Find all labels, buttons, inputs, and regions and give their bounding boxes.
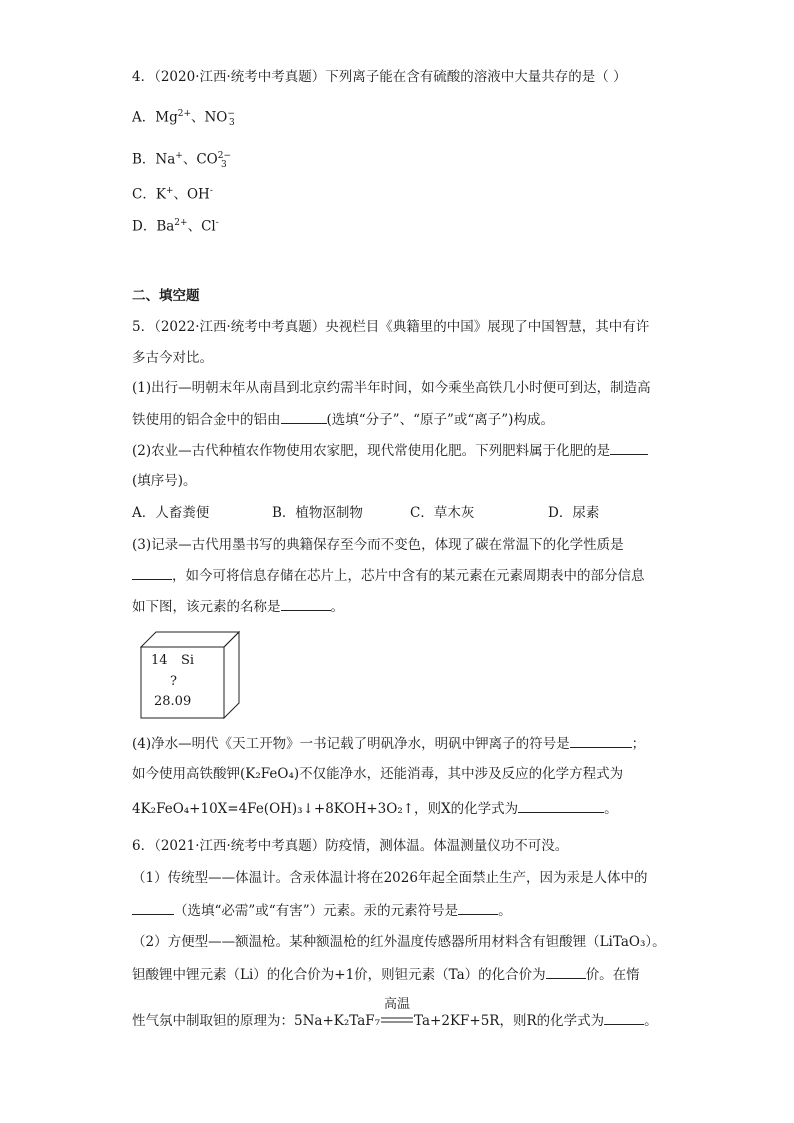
- q6-part1-line2: [132, 900, 512, 921]
- answer-blank[interactable]: [132, 900, 174, 915]
- q5-part1-line1: (1)出行—明朝末年从南昌到北京约需半年时间，如今乘坐高铁几小时便可到达，制造高: [132, 380, 651, 396]
- q4-b-sup: +: [175, 151, 183, 161]
- q4-c-sup2: -: [209, 186, 213, 196]
- q4-d-sup2: -: [215, 218, 219, 228]
- q4-c-text: C．K: [132, 186, 166, 203]
- answer-blank[interactable]: [281, 409, 327, 424]
- element-name: ?: [170, 674, 177, 689]
- q6-part2-line3: [132, 997, 658, 1031]
- q5-part2-line2: (填序号)。: [132, 473, 197, 489]
- atomic-mass: 28.09: [154, 694, 192, 709]
- q6-stem: 6．（2021·江西·统考中考真题）防疫情，测体温。体温测量仪功不可没。: [132, 838, 569, 854]
- answer-blank[interactable]: [546, 964, 586, 979]
- q4-d-sup: 2+: [174, 218, 188, 228]
- q4-a-sub2: 3: [228, 118, 235, 129]
- q4-a-mid: 、NO: [191, 109, 228, 126]
- q5-option-c: C．草木灰: [410, 505, 475, 521]
- q5-stem-line1: 5．（2022·江西·统考中考真题）央视栏目《典籍里的中国》展现了中国智慧，其中有许: [132, 319, 650, 335]
- q5-stem-line2: 多古今对比。: [132, 350, 213, 366]
- q4-a-sup: 2+: [177, 109, 191, 119]
- q6-p2-text-a: 钽酸锂中锂元素（Li）的化合价为+1价，则钽元素（Ta）的化合价为: [132, 967, 546, 983]
- q4-b-mid: 、CO: [182, 151, 218, 168]
- element-symbol: Si: [181, 653, 195, 668]
- q5-part4-line2: 如今使用高铁酸钾(K₂FeO₄)不仅能净水，还能消毒，其中涉及反应的化学方程式为: [132, 766, 624, 782]
- answer-blank[interactable]: [281, 596, 331, 611]
- q4-option-c: [132, 181, 213, 205]
- q6-part2-line1: （2）方便型——额温枪。某种额温枪的红外温度传感器所用材料含有钽酸锂（LiTaO₃）。: [132, 934, 666, 950]
- q5-part3-line3: [132, 596, 344, 617]
- q4-d-mid: 、Cl: [187, 218, 216, 235]
- q5-p1-text-b: (选填“分子”、“原子”或“离子”)构成。: [326, 412, 554, 428]
- q5-option-b: B．植物沤制物: [272, 505, 363, 521]
- q5-p3-text: ，如今可将信息存储在芯片上，芯片中含有的某元素在元素周期表中的部分信息: [172, 568, 645, 584]
- q4-b-text: B．Na: [132, 151, 176, 168]
- q4-stem-text: 4．（2020·江西·统考中考真题）下列离子能在含有硫酸的溶液中大量共存的是（ ）: [132, 69, 627, 85]
- answer-blank[interactable]: [518, 798, 604, 813]
- q6-p2-reaction-right: Ta+2KF+5R，则R的化学式为: [414, 1013, 605, 1029]
- q5-p4-end: 。: [604, 801, 618, 817]
- q4-option-a: [132, 104, 235, 133]
- answer-blank[interactable]: [458, 900, 498, 915]
- periodic-element-box: [140, 631, 240, 719]
- q6-p2-end: 。: [644, 1013, 658, 1029]
- q5-option-d: D．尿素: [548, 505, 600, 521]
- q5-part2-line1: [132, 440, 648, 461]
- q5-p1-text-a: 铁使用的铝合金中的铝由: [132, 412, 281, 428]
- q5-part3-line2: [132, 565, 645, 586]
- q5-p3-text-b: 。: [330, 599, 344, 615]
- reaction-arrow: [380, 997, 414, 1031]
- atomic-number: 14: [151, 653, 168, 668]
- answer-blank[interactable]: [610, 440, 648, 455]
- q4-stem: [132, 67, 627, 87]
- q4-b-sup2: 2−: [217, 151, 232, 161]
- q4-d-text: D．Ba: [132, 218, 175, 235]
- q5-equation-text: 4K₂FeO₄+10X=4Fe(OH)₃↓+8KOH+3O₂↑，则X的化学式为: [132, 801, 519, 817]
- q4-option-b: [132, 146, 232, 175]
- equals-sign-icon: [380, 1015, 414, 1025]
- q5-p4-text-a: (4)净水—明代《天工开物》一书记载了明矾净水，明矾中钾离子的符号是: [132, 736, 570, 752]
- section-heading: 二、填空题: [132, 288, 200, 304]
- answer-blank[interactable]: [132, 565, 172, 580]
- q6-p1-text-b: 。: [498, 903, 512, 919]
- q5-option-a: A．人畜粪便: [132, 505, 210, 521]
- q5-p3-text-a: 如下图，该元素的名称是: [132, 599, 281, 615]
- q6-part1-line1: （1）传统型——体温计。含汞体温计将在2026年起全面禁止生产，因为汞是人体中的: [132, 870, 648, 886]
- answer-blank[interactable]: [604, 1010, 644, 1025]
- q5-part1-line2: [132, 409, 554, 430]
- q5-part4-line1: [132, 733, 645, 754]
- q4-c-mid: 、OH: [173, 186, 210, 203]
- q5-p4-text-b: ；: [631, 736, 646, 752]
- q4-a-sup2: −: [227, 109, 235, 119]
- q4-c-sup: +: [165, 186, 174, 196]
- q5-p2-text: (2)农业—古代种植农作物使用农家肥，现代常使用化肥。下列肥料属于化肥的是: [132, 443, 611, 459]
- answer-blank[interactable]: [570, 733, 632, 748]
- q6-p2-reaction-left: 性气氛中制取钽的原理为：5Na+K₂TaF₇: [132, 1013, 381, 1029]
- q6-p1-text-a: （选填“必需”或“有害”）元素。汞的元素符号是: [174, 903, 459, 919]
- q5-part4-equation: [132, 798, 618, 819]
- q5-part3-line1: (3)记录—古代用墨书写的典籍保存至今而不变色，体现了碳在常温下的化学性质是: [132, 537, 624, 553]
- q6-p2-text-b: 价。在惰: [585, 967, 640, 983]
- q4-option-d: [132, 213, 219, 237]
- q6-part2-line2: [132, 964, 640, 985]
- q5-part2-options: [132, 503, 599, 523]
- reaction-condition: 高温: [384, 997, 411, 1012]
- q4-a-text: A．Mg: [132, 109, 178, 126]
- q4-b-sub2: 3: [221, 160, 227, 171]
